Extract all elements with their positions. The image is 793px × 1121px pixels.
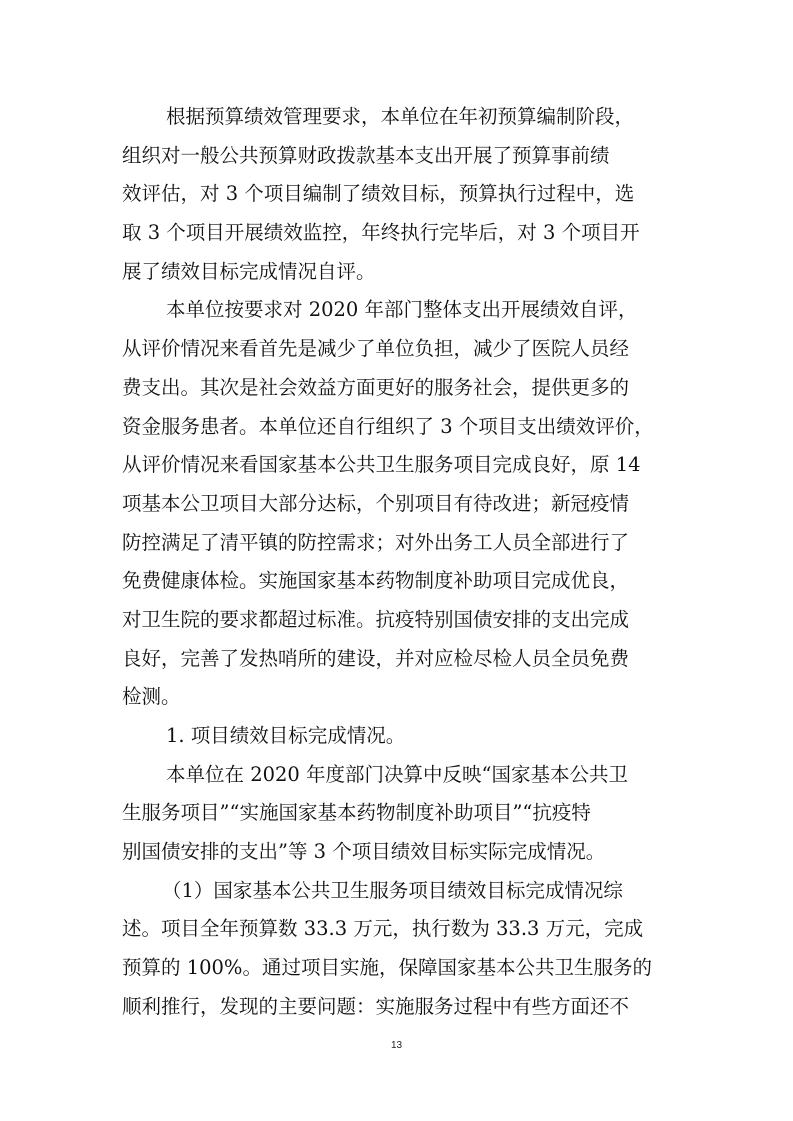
paragraph-4-line-2: 述。项目全年预算数 33.3 万元，执行数为 33.3 万元，完成	[122, 917, 644, 941]
paragraph-2-line-2: 从评价情况来看首先是减少了单位负担，减少了医院人员经	[122, 337, 630, 361]
paragraph-3-line-2: 生服务项目”“实施国家基本药物制度补助项目”“抗疫特	[122, 801, 591, 825]
paragraph-4-line-1: （1）国家基本公共卫生服务项目绩效目标完成情况综	[162, 878, 623, 902]
page-number: 13	[390, 1040, 403, 1051]
paragraph-1-line-2: 组织对一般公共预算财政拨款基本支出开展了预算事前绩	[122, 143, 610, 167]
paragraph-1-line-5: 展了绩效目标完成情况自评。	[122, 259, 376, 283]
paragraph-1-line-1: 根据预算绩效管理要求，本单位在年初预算编制阶段，	[166, 105, 635, 128]
paragraph-2-line-5: 从评价情况来看国家基本公共卫生服务项目完成良好，原 14	[122, 453, 641, 477]
paragraph-2-line-1: 本单位按要求对 2020 年部门整体支出开展绩效自评，	[166, 298, 638, 322]
paragraph-2-line-3: 费支出。其次是社会效益方面更好的服务社会，提供更多的	[122, 375, 630, 399]
document-body	[122, 98, 686, 1027]
paragraph-2-line-4: 资金服务患者。本单位还自行组织了 3 个项目支出绩效评价，	[122, 414, 654, 438]
paragraph-1-line-4: 取 3 个项目开展绩效监控，年终执行完毕后，对 3 个项目开	[122, 221, 640, 245]
paragraph-3-line-1: 本单位在 2020 年度部门决算中反映“国家基本公共卫	[166, 762, 628, 786]
paragraph-2-line-7: 防控满足了清平镇的防控需求；对外出务工人员全部进行了	[122, 530, 630, 554]
paragraph-1-line-3: 效评估，对 3 个项目编制了绩效目标，预算执行过程中，选	[122, 182, 635, 206]
paragraph-2-line-9: 对卫生院的要求都超过标准。抗疫特别国债安排的支出完成	[122, 607, 630, 631]
section-heading: 1. 项目绩效目标完成情况。	[166, 724, 406, 747]
paragraph-3-line-3: 别国债安排的支出”等 3 个项目绩效目标实际完成情况。	[122, 840, 606, 864]
paragraph-4-line-3: 预算的 100%。通过项目实施，保障国家基本公共卫生服务的	[122, 956, 652, 980]
paragraph-2-line-8: 免费健康体检。实施国家基本药物制度补助项目完成优良，	[122, 569, 630, 593]
paragraph-2-line-11: 检测。	[122, 685, 181, 709]
paragraph-2-line-10: 良好，完善了发热哨所的建设，并对应检尽检人员全员免费	[122, 646, 630, 670]
paragraph-4-line-4: 顺利推行，发现的主要问题：实施服务过程中有些方面还不	[122, 994, 630, 1018]
paragraph-2-line-6: 项基本公卫项目大部分达标，个别项目有待改进；新冠疫情	[122, 491, 630, 515]
